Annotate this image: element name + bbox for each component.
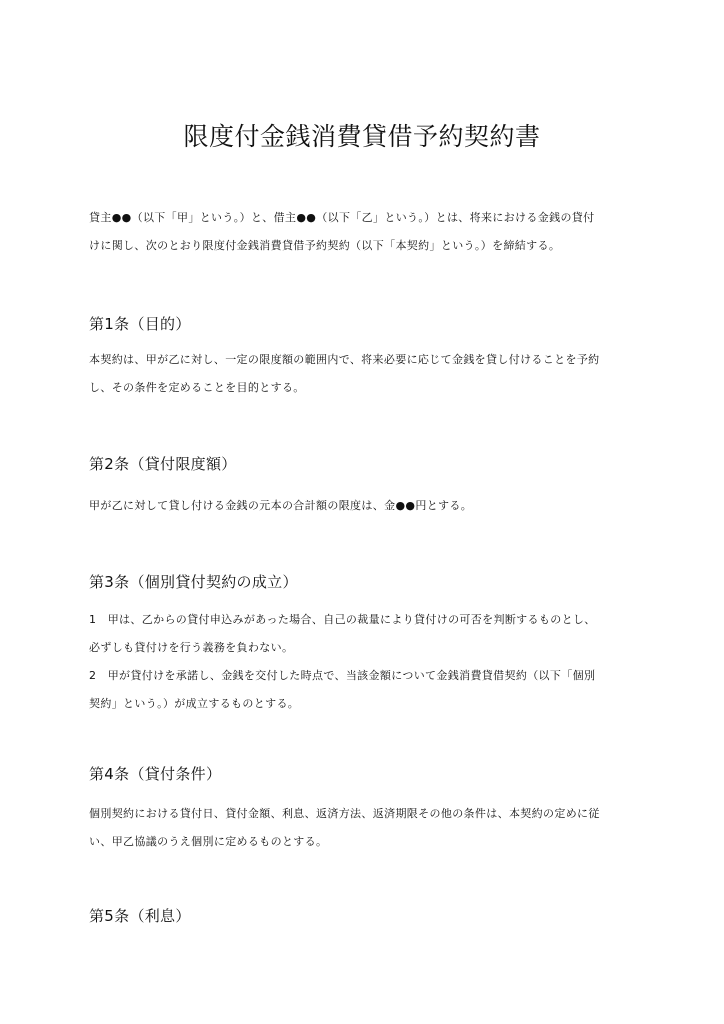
article-2-body bbox=[89, 492, 649, 520]
article-line: し、その条件を定めることを目的とする。 bbox=[89, 381, 305, 394]
article-1-heading: 第1条（目的） bbox=[89, 315, 191, 333]
article-line: 契約」という。）が成立するものとする。 bbox=[89, 697, 300, 710]
document-title: 限度付金銭消費貸借予約契約書 bbox=[183, 122, 541, 151]
preamble-line: けに関し、次のとおり限度付金銭消費貸借予約契約（以下「本契約」という。）を締結する。 bbox=[89, 239, 561, 252]
article-line: い、甲乙協議のうえ個別に定めるものとする。 bbox=[89, 835, 328, 848]
article-line: 1 甲は、乙からの貸付申込みがあった場合、自己の裁量により貸付けの可否を判断するものとし、 bbox=[89, 613, 596, 626]
article-5-heading: 第5条（利息） bbox=[89, 907, 191, 925]
preamble-line: 貸主●●（以下「甲」という。）と、借主●●（以下「乙」という。）とは、将来における金銭の貸付 bbox=[89, 211, 595, 224]
article-3-body bbox=[89, 606, 649, 718]
article-2-heading: 第2条（貸付限度額） bbox=[89, 455, 237, 473]
article-1-body bbox=[89, 346, 649, 402]
article-line: 甲が乙に対して貸し付ける金銭の元本の合計額の限度は、金●●円とする。 bbox=[89, 499, 473, 512]
article-line: 2 甲が貸付けを承諾し、金銭を交付した時点で、当該金額について金銭消費貸借契約（以下「個別 bbox=[89, 669, 596, 682]
article-3-heading: 第3条（個別貸付契約の成立） bbox=[89, 573, 298, 591]
article-line: 本契約は、甲が乙に対し、一定の限度額の範囲内で、将来必要に応じて金銭を貸し付けることを予約 bbox=[89, 353, 600, 366]
article-line: 個別契約における貸付日、貸付金額、利息、返済方法、返済期限その他の条件は、本契約の定めに従 bbox=[89, 807, 600, 820]
article-4-body bbox=[89, 800, 649, 856]
preamble bbox=[89, 204, 649, 260]
article-line: 必ずしも貸付けを行う義務を負わない。 bbox=[89, 641, 294, 654]
article-4-heading: 第4条（貸付条件） bbox=[89, 765, 222, 783]
